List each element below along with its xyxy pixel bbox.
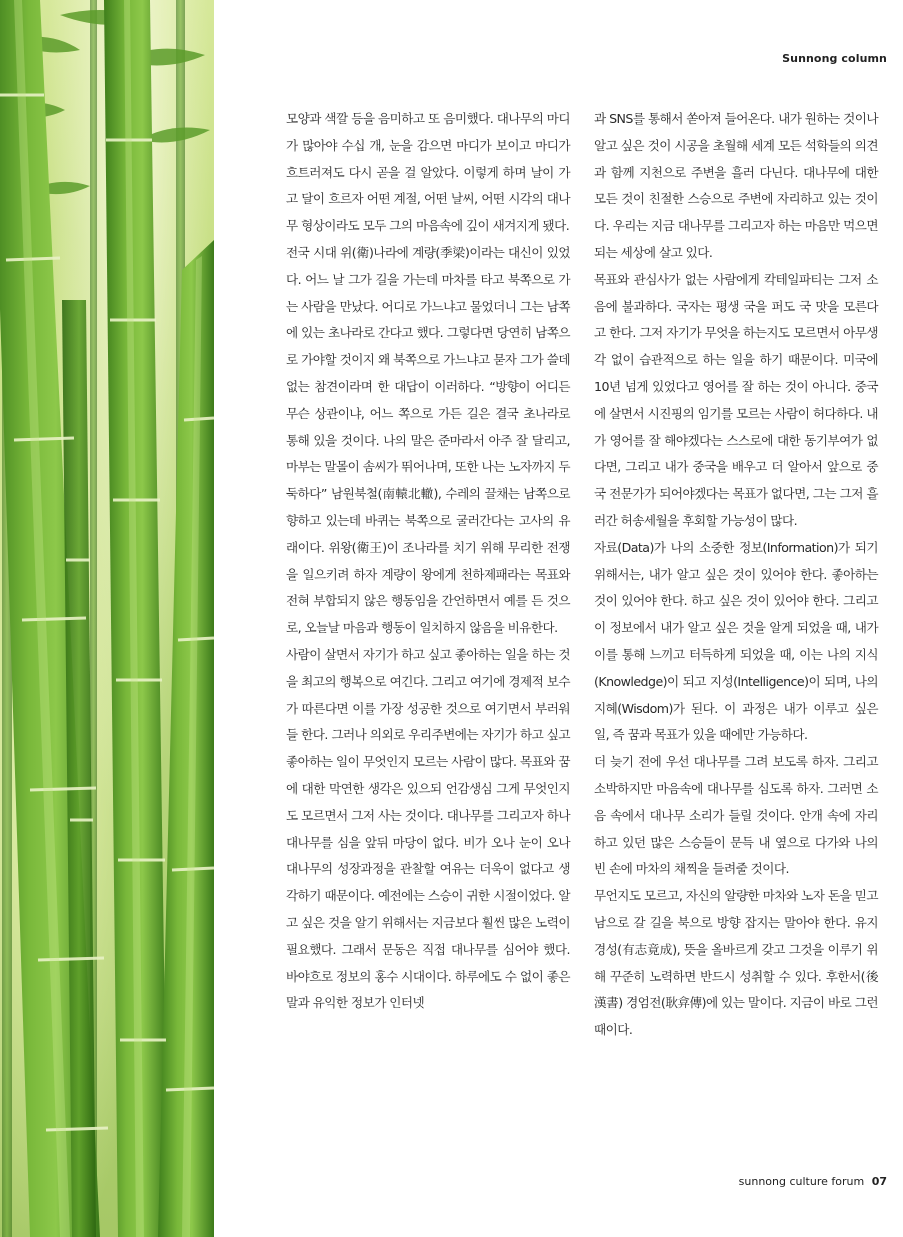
page-footer <box>739 1175 887 1188</box>
page-number: 07 <box>871 1175 887 1188</box>
paragraph: 모양과 색깔 등을 음미하고 또 음미했다. 대나무의 마디가 많아야 수십 개, 눈을 감으면 마디가 보이고 마디가 흐트러져도 다시 곧을 걸 알았다. 이렇게 하며 날이 가고 달이 흐르자 어떤 계절, 어떤 날씨, 어떤 시각의 대나무 형상이라도 모두 그의 마음속에 깊이 새겨지게 됐다. <box>286 111 570 234</box>
paragraph: 자료(Data)가 나의 소중한 정보(Information)가 되기 위해서는, 내가 알고 싶은 것이 있어야 한다. 좋아하는 것이 있어야 한다. 하고 싶은 것이 있어야 한다. 그리고 이 정보에서 내가 알고 싶은 것을 알게 되었을 때, 내가 이를 통해 느끼고 터득하게 되었을 때, 이는 나의 지식(Knowledge)이 되고 지성(Intelligence)이 되며, 나의 지혜(Wisdom)가 된다. 이 과정은 내가 이루고 싶은 일, 즉 꿈과 목표가 있을 때에만 가능하다. <box>594 539 878 743</box>
paragraph: 무언지도 모르고, 자신의 알량한 마차와 노자 돈을 믿고 남으로 갈 길을 북으로 방향 잡지는 말아야 한다. 유지경성(有志竟成), 뜻을 올바르게 갖고 그것을 이루기 위해 꾸준히 노력하면 반드시 성취할 수 있다. 후한서(後漢書) 경엄전(耿弇傳)에 있는 말이다. 지금이 바로 그런 때이다. <box>594 888 878 1038</box>
publication-name: sunnong culture forum <box>738 1175 865 1188</box>
paragraph: 더 늦기 전에 우선 대나무를 그려 보도록 하자. 그리고 소박하지만 마음속에 대나무를 심도록 하자. 그러면 소음 속에서 대나무 소리가 들릴 것이다. 안개 속에 자리하고 있던 많은 스승들이 문득 내 옆으로 다가와 나의 빈 손에 마차의 채찍을 들려줄 것이다. <box>594 754 878 877</box>
text-column-right <box>594 106 878 1044</box>
paragraph: 사람이 살면서 자기가 하고 싶고 좋아하는 일을 하는 것을 최고의 행복으로 여긴다. 그리고 여기에 경제적 보수가 따른다면 이를 가장 성공한 것으로 여기면서 부러워들 한다. 그러나 의외로 우리주변에는 자기가 하고 싶고 좋아하는 일이 무엇인지 모르는 사람이 많다. 목표와 꿈에 대한 막연한 생각은 있으되 언감생심 그게 무엇인지도 모르면서 그저 사는 것이다. 대나무를 그리고자 하나 대나무를 심을 앞뒤 마당이 없다. 비가 오나 눈이 오나 대나무의 성장과정을 관찰할 여유는 더욱이 없다고 생각하기 때문이다. 예전에는 스승이 귀한 시절이었다. 알고 싶은 것을 알기 위해서는 지금보다 훨씬 많은 노력이 필요했다. 그래서 문동은 직접 대나무를 심어야 했다. 바야흐로 정보의 홍수 시대이다. 하루에도 수 없이 좋은 말과 유익한 정보가 인터넷 <box>286 646 570 1011</box>
paragraph: 과 SNS를 통해서 쏟아져 들어온다. 내가 원하는 것이나 알고 싶은 것이 시공을 초월해 세계 모든 석학들의 의견과 함께 지천으로 주변을 흘러 다닌다. 대나무에 대한 모든 것이 친절한 스승으로 주변에 자리하고 있는 것이다. 우리는 지금 대나무를 그리고자 하는 마음만 먹으면 되는 세상에 살고 있다. <box>594 111 878 260</box>
text-column-left <box>286 106 570 1017</box>
bamboo-photo <box>0 0 214 1237</box>
column-label: Sunnong column <box>782 52 887 65</box>
paragraph: 목표와 관심사가 없는 사람에게 칵테일파티는 그저 소음에 불과하다. 국자는 평생 국을 퍼도 국 맛을 모른다고 한다. 그저 자기가 무엇을 하는지도 모르면서 아무생각 없이 습관적으로 하는 일을 하기 때문이다. 미국에 10년 넘게 있었다고 영어를 잘 하는 것이 아니다. 중국에 살면서 시진핑의 임기를 모르는 사람이 허다하다. 내가 영어를 잘 해야겠다는 스스로에 대한 동기부여가 없다면, 그리고 내가 중국을 배우고 더 알아서 앞으로 중국 전문가가 되어야겠다는 목표가 없다면, 그는 그저 흘러간 허송세월을 후회할 가능성이 많다. <box>594 271 878 528</box>
bamboo-illustration <box>0 0 214 1237</box>
paragraph: 전국 시대 위(衛)나라에 계량(季梁)이라는 대신이 있었다. 어느 날 그가 길을 가는데 마차를 타고 북쪽으로 가는 사람을 만났다. 어디로 가느냐고 물었더니 그는 남쪽에 있는 초나라로 간다고 했다. 그렇다면 당연히 남쪽으로 가야할 것이지 왜 북쪽으로 가느냐고 묻자 그가 쓸데없는 참견이라며 한 대답이 이러하다. “방향이 어디든 무슨 상관이냐, 어느 쪽으로 가든 길은 결국 초나라로 통해 있을 것이다. 나의 말은 준마라서 아주 잘 달리고, 마부는 말몰이 솜씨가 뛰어나며, 또한 나는 노자까지 두둑하다” 남원북철(南轅北轍), 수레의 끌채는 남쪽으로 향하고 있는데 바퀴는 북쪽으로 굴러간다는 고사의 유래이다. 위왕(衛王)이 조나라를 치기 위해 무리한 전쟁을 일으키려 하자 계량이 왕에게 천하제패라는 목표와 전혀 부합되지 않은 행동임을 간언하면서 예를 든 것으로, 오늘날 마음과 행동이 일치하지 않음을 비유한다. <box>286 244 570 636</box>
